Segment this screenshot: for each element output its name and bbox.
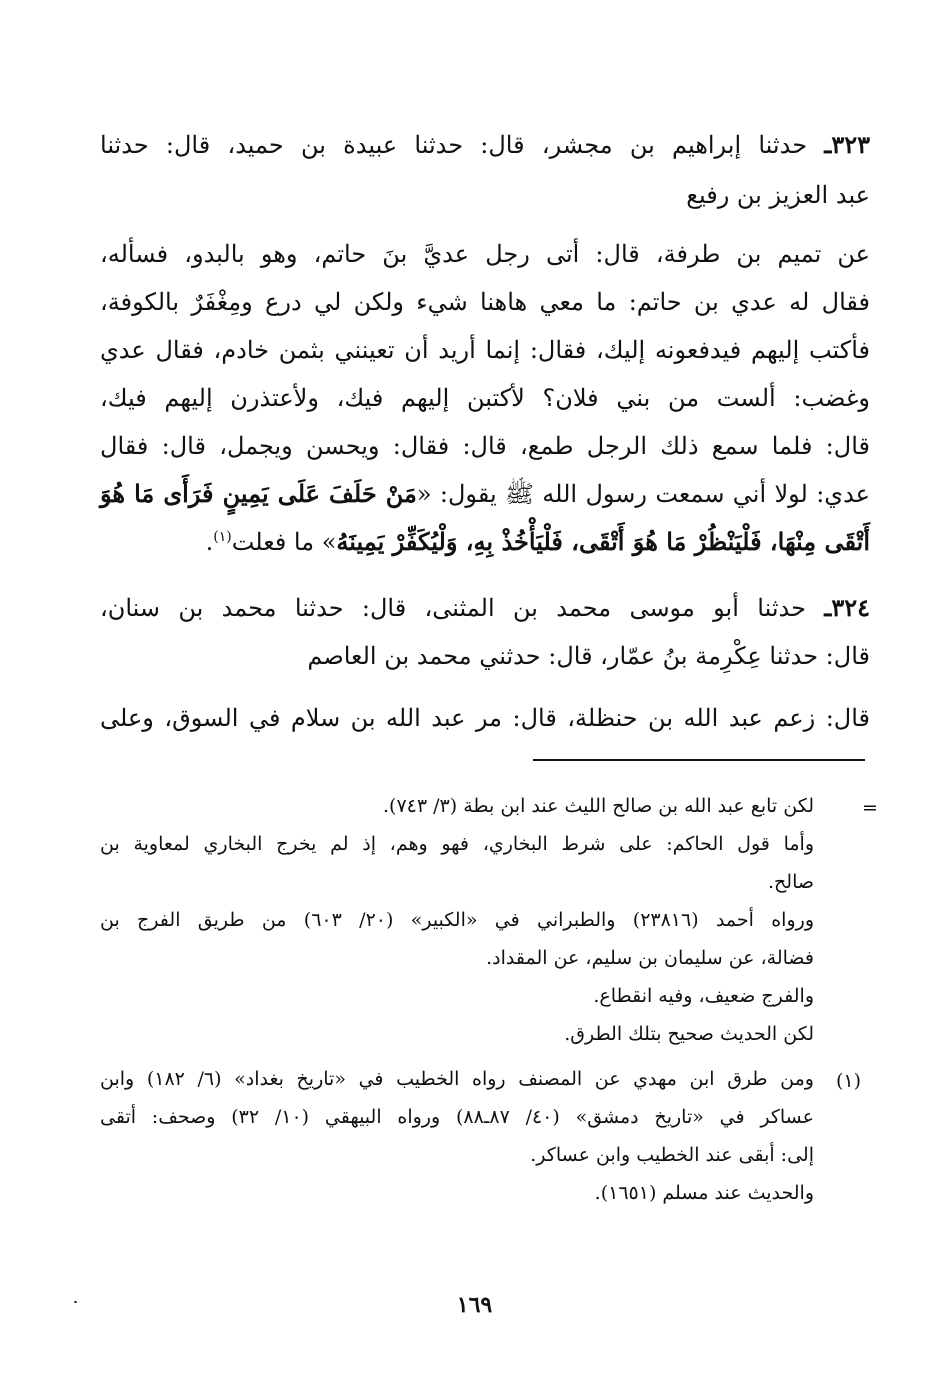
hadith-323-isnad-line1: [100, 130, 870, 159]
hadith-324-text: [100, 706, 870, 730]
footnote-1-line1: ومن طرق ابن مهدي عن المصنف رواه الخطيب في «تاريخ بغداد» (٦/ ١٨٢) وابن: [100, 1068, 814, 1090]
footnote-continuation-marker: =: [862, 797, 878, 819]
hadith-324-isnad-line1: [100, 593, 870, 644]
hadith-323-text-line1: عن تميم بن طرفة، قال: أتى رجل عديَّ بنَ حاتم، وهو بالبدو، فسأله،: [100, 240, 870, 268]
hadith-323-period: .: [205, 528, 214, 556]
hadith-323-text-line4: وغضب: ألست من بني فلان؟ لأكتبن إليهم فيك، ولأعتذرن إليهم فيك،: [100, 384, 870, 412]
hadith-323-text-line5: قال: فلما سمع ذلك الرجل طمع، قال: فقال: ويحسن ويجمل، قال: فقال: [100, 432, 870, 460]
footnote-cont-line6: والفرج ضعيف، وفيه انقطاع.: [593, 985, 814, 1007]
hadith-324-isnad-text1: حدثنا أبو موسى محمد بن المثنى، قال: حدثنا محمد بن سنان،: [100, 594, 806, 622]
footnote-1: [100, 1070, 814, 1222]
footnote-1-line2: عساكر في «تاريخ دمشق» (٤٠/ ٨٧ـ٨٨) ورواه البيهقي (١٠/ ٣٢) وصحف: أتقى: [100, 1106, 814, 1128]
footnote-continuation: [100, 797, 814, 1063]
hadith-323-text-line2: فقال له عدي بن حاتم: ما معي هاهنا شيء ولكن لي درع ومِغْفَرٌ بالكوفة،: [100, 288, 870, 316]
footnote-ref-1: (١): [213, 529, 232, 545]
footnote-cont-line3: صالح.: [767, 871, 814, 893]
hadith-323-line7-end: » ما فعلت: [231, 528, 337, 556]
page-number: ١٦٩: [456, 1292, 493, 1318]
footnote-cont-line7: لكن الحديث صحيح بتلك الطرق.: [564, 1023, 814, 1045]
hadith-324-isnad-line2: قال: حدثنا عِكْرِمة بنُ عمّار، قال: حدثني محمد بن العاصم: [307, 642, 870, 670]
footnote-cont-line5: فضالة، عن سليمان بن سليم، عن المقداد.: [486, 947, 814, 969]
hadith-324-text-line1: قال: زعم عبد الله بن حنظلة، قال: مر عبد الله بن سلام في السوق، وعلى: [100, 704, 871, 732]
footnote-1-line4: والحديث عند مسلم (١٦٥١).: [594, 1182, 814, 1204]
scan-speck: [74, 1301, 77, 1303]
footnote-cont-line1: لكن تابع عبد الله بن صالح الليث عند ابن بطة (٣/ ٧٤٣).: [383, 795, 814, 817]
hadith-323-isnad-text1: حدثنا إبراهيم بن مجشر، قال: حدثنا عبيدة بن حميد، قال: حدثنا: [100, 131, 808, 159]
hadith-324-number: ٣٢٤ـ: [824, 593, 870, 622]
footnote-1-marker: (١): [836, 1070, 862, 1092]
footnote-separator: [533, 759, 865, 761]
hadith-323-isnad: [100, 130, 870, 159]
hadith-323-isnad-cont: [100, 183, 870, 207]
hadith-323-prophetic-text2: أَتْقَى مِنْهَا، فَلْيَنْظُرْ مَا هُوَ أَتْقَى، فَلْيَأْخُذْ بِهِ، وَلْيُكَفِّرْ يَمِينَهُ: [336, 527, 870, 556]
hadith-323-prophetic-text1: مَنْ حَلَفَ عَلَى يَمِينٍ فَرَأَى مَا هُوَ: [100, 479, 417, 508]
footnote-cont-line2: وأما قول الحاكم: على شرط البخاري، فهو وهم، إذ لم يخرج البخاري لمعاوية بن: [100, 833, 814, 855]
hadith-323-text: [100, 242, 870, 578]
hadith-323-text-line7: [100, 527, 870, 578]
footnote-1-line3: إلى: أبقى عند الخطيب وابن عساكر.: [530, 1144, 814, 1166]
hadith-323-isnad-line2: عبد العزيز بن رفيع: [686, 181, 870, 209]
hadith-323-number: ٣٢٣ـ: [824, 130, 870, 159]
footnote-cont-line4: ورواه أحمد (٢٣٨١٦) والطبراني في «الكبير» (٢٠/ ٦٠٣) من طريق الفرج بن: [100, 909, 814, 931]
hadith-323-text-line3: فأكتب إليهم فيدفعونه إليك، فقال: إنما أريد أن تعينني بثمن خادم، فقال عدي: [100, 336, 870, 364]
hadith-323-line6-start: عدي: لولا أني سمعت رسول الله ﷺ يقول: «: [416, 480, 870, 508]
hadith-324-isnad: [100, 593, 870, 670]
hadith-323-text-line6: [100, 479, 870, 530]
